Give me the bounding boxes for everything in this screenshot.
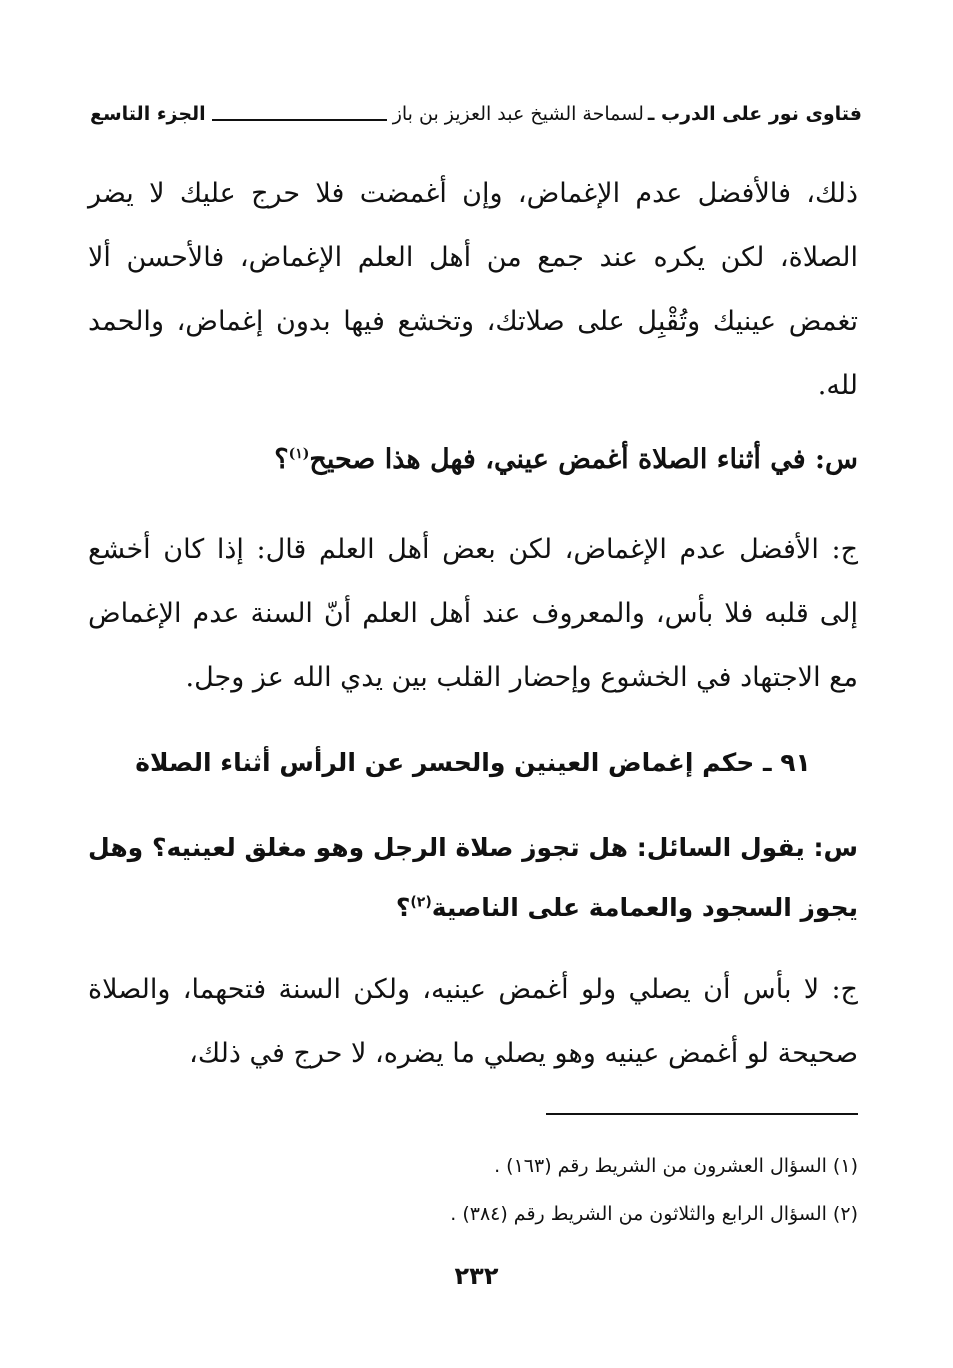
footnote-separator	[546, 1113, 858, 1115]
paragraph-continuation	[88, 162, 858, 418]
footnote-1: (١) السؤال العشرون من الشريط رقم (١٦٣) .	[494, 1155, 858, 1177]
header-rule	[212, 119, 387, 121]
answer-1-text: ج: الأفضل عدم الإغماض، لكن بعض أهل العلم قال: إذا كان أخشع إلى قلبه فلا بأس، والمعروف عند أهل العلم أنّ السنة عدم الإغماض مع الاجتهاد في الخشوع وإحضار القلب بين يدي الله عز وجل.	[88, 534, 858, 693]
answer-2	[88, 958, 858, 1086]
section-heading: ٩١ ـ حكم إغماض العينين والحسر عن الرأس أثناء الصلاة	[135, 748, 811, 777]
footnotes	[88, 1142, 858, 1238]
running-header	[90, 96, 862, 132]
book-title: فتاوى نور على الدرب ـ	[647, 103, 862, 125]
author-name: لسماحة الشيخ عبد العزيز بن باز	[392, 103, 644, 125]
question-1-text: س: في أثناء الصلاة أغمض عيني، فهل هذا صحيح	[309, 444, 858, 475]
footnote-ref-1[interactable]: (١)	[288, 446, 310, 462]
volume-label: الجزء التاسع	[90, 103, 206, 125]
footnote-ref-2[interactable]: (٢)	[410, 894, 432, 911]
question-2	[88, 818, 858, 938]
answer-1	[88, 518, 858, 710]
question-2-end: ؟	[395, 893, 411, 922]
footnote-2: (٢) السؤال الرابع والثلاثون من الشريط رقم (٣٨٤) .	[450, 1203, 858, 1225]
question-1-end: ؟	[274, 444, 289, 475]
answer-2-text: ج: لا بأس أن يصلي ولو أغمض عينيه، ولكن السنة فتحهما، والصلاة صحيحة لو أغمض عينيه وهو يصلي ما يضره، لا حرج في ذلك،	[88, 974, 858, 1069]
page-number: ٢٣٢	[454, 1262, 499, 1290]
paragraph-text: ذلك، فالأفضل عدم الإغماض، وإن أغمضت فلا حرج عليك لا يضر الصلاة، لكن يكره عند جمع من أهل العلم الإغماض، فالأحسن ألا تغمض عينيك وتُقْبِل على صلاتك، وتخشع فيها بدون إغماض، والحمد لله.	[88, 178, 858, 401]
question-1	[88, 428, 858, 492]
question-2-text: س: يقول السائل: هل تجوز صلاة الرجل وهو مغلق لعينيه؟ وهل يجوز السجود والعمامة على الناصية	[88, 833, 858, 922]
